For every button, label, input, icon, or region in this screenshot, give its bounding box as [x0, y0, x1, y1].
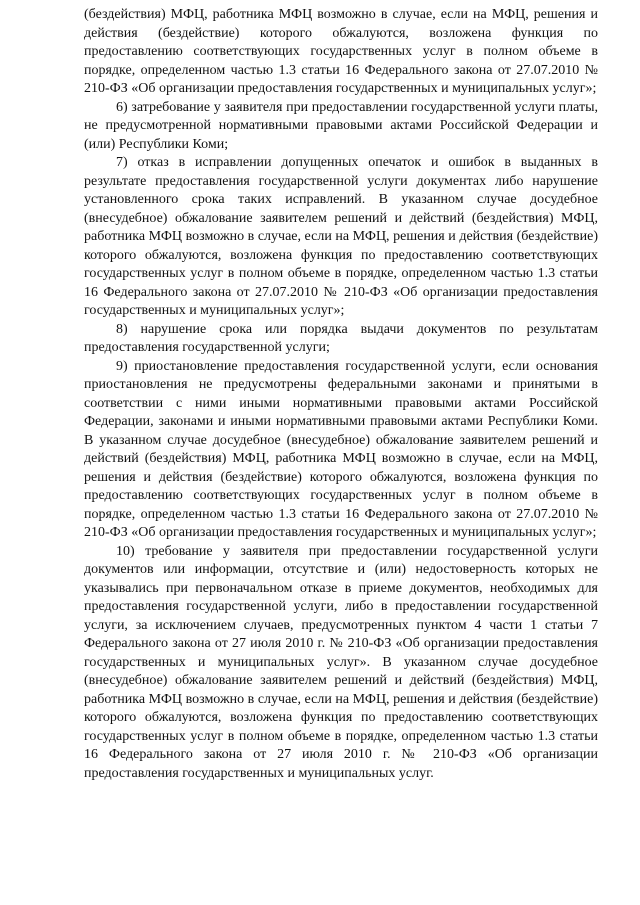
paragraph-item-10: 10) требование у заявителя при предоставлении государственной услуги документов или информации, отсутствие и (или) недостоверность которых не указывались при первоначальном отказе в приеме документов, необходимых для предоставления государственной услуги, либо в предоставлении государственной услуги, за исключением случаев, предусмотренных пунктом 4 части 1 статьи 7 Федерального закона от 27 июля 2010 г. № 210-ФЗ «Об организации предоставления государственных и муниципальных услуг». В указанном случае досудебное (внесудебное) обжалование заявителем решений и действий (бездействия) МФЦ, работника МФЦ возможно в случае, если на МФЦ, решения и действия (бездействие) которого обжалуются, возложена функция по предоставлению соответствующих государственных услуг в полном объеме в порядке, определенном частью 1.3 статьи 16 Федерального закона от 27 июля 2010 г. № 210-ФЗ «Об организации предоставления государственных и муниципальных услуг. — [84, 543, 598, 781]
paragraph-item-6: 6) затребование у заявителя при предоставлении государственной услуги платы, не предусмотренной нормативными правовыми актами Российской Федерации и (или) Республики Коми; — [84, 99, 598, 152]
paragraph-item-8: 8) нарушение срока или порядка выдачи документов по результатам предоставления государственной услуги; — [84, 321, 598, 355]
paragraph-item-9: 9) приостановление предоставления государственной услуги, если основания приостановления не предусмотрены федеральными законами и принятыми в соответствии с ними иными нормативными правовыми актами Российской Федерации, законами и иными нормативными правовыми актами Республики Коми. В указанном случае досудебное (внесудебное) обжалование заявителем решений и действий (бездействия) МФЦ, работника МФЦ возможно в случае, если на МФЦ, решения и действия (бездействие) которого обжалуются, возложена функция по предоставлению соответствующих государственных услуг в полном объеме в порядке, определенном частью 1.3 статьи 16 Федерального закона от 27.07.2010 № 210-ФЗ «Об организации предоставления государственных и муниципальных услуг»; — [84, 358, 598, 540]
paragraph-item-7: 7) отказ в исправлении допущенных опечаток и ошибок в выданных в результате предоставления государственной услуги документах либо нарушение установленного срока таких исправлений. В указанном случае досудебное (внесудебное) обжалование заявителем решений и действий (бездействия) МФЦ, работника МФЦ возможно в случае, если на МФЦ, решения и действия (бездействие) которого обжалуются, возложена функция по предоставлению соответствующих государственных услуг в полном объеме в порядке, определенном частью 1.3 статьи 16 Федерального закона от 27.07.2010 № 210-ФЗ «Об организации предоставления государственных и муниципальных услуг»; — [84, 155, 598, 318]
paragraph-continuation: (бездействия) МФЦ, работника МФЦ возможно в случае, если на МФЦ, решения и действия (бездействие) которого обжалуются, возложена функция по предоставлению соответствующих государственных услуг в полном объеме в порядке, определенном частью 1.3 статьи 16 Федерального закона от 27.07.2010 № 210-ФЗ «Об организации предоставления государственных и муниципальных услуг»; — [84, 7, 598, 96]
document-page — [84, 6, 598, 783]
